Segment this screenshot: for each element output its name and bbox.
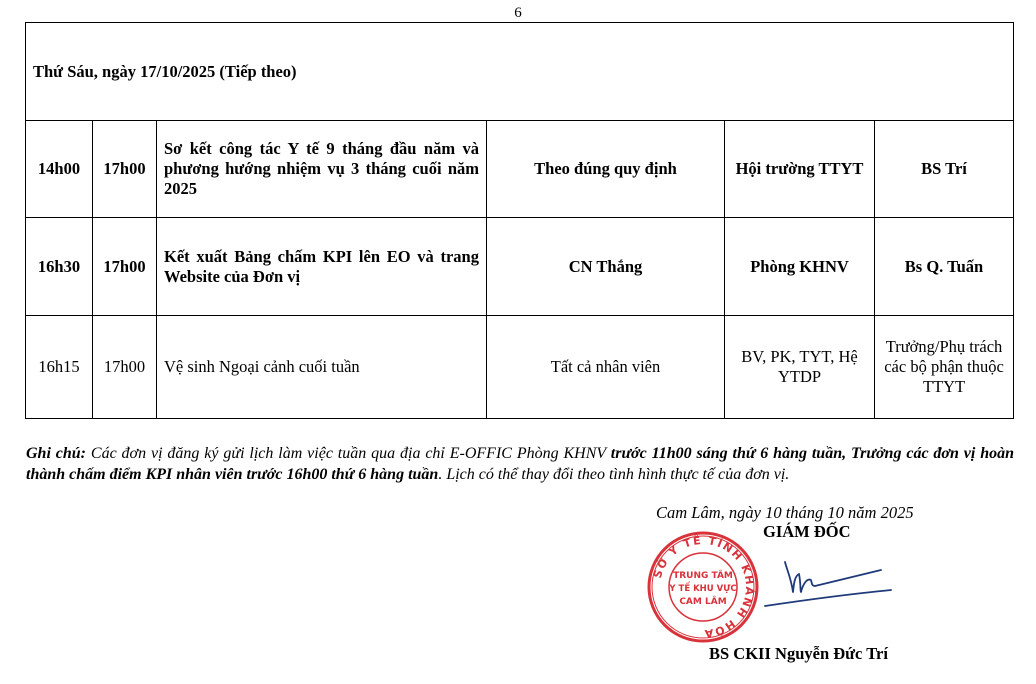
note-text-2: . Lịch có thể thay đổi theo tình hình thực tế của đơn vị.: [438, 466, 790, 483]
page-number: 6: [514, 5, 522, 21]
table-row: [26, 121, 1014, 218]
seal-line-1: TRUNG TÂM: [673, 571, 733, 581]
participants: Theo đúng quy định: [487, 121, 725, 218]
note-text-1: Các đơn vị đăng ký gửi lịch làm việc tuần qua địa chỉ E-OFFIC Phòng KHNV: [86, 445, 611, 462]
day-header: Thứ Sáu, ngày 17/10/2025 (Tiếp theo): [26, 23, 1014, 121]
event-content: Sơ kết công tác Y tế 9 tháng đầu năm và phương hướng nhiệm vụ 3 tháng cuối năm 2025: [157, 121, 487, 218]
seal-ring-text: SỞ Y TẾ TỈNH KHÁNH HÒA: [650, 533, 757, 641]
note-label: Ghi chú:: [26, 445, 87, 462]
schedule-table: [25, 22, 1014, 419]
location: BV, PK, TYT, Hệ YTDP: [725, 316, 875, 419]
event-content: Vệ sinh Ngoại cảnh cuối tuần: [157, 316, 487, 419]
table-row: [26, 218, 1014, 316]
seal-line-3: CAM LÂM: [679, 597, 727, 607]
location: Phòng KHNV: [725, 218, 875, 316]
participants: CN Thắng: [487, 218, 725, 316]
director-title: GIÁM ĐỐC: [763, 522, 851, 541]
end-time: 17h00: [93, 218, 157, 316]
event-content: Kết xuất Bảng chấm KPI lên EO và trang Website của Đơn vị: [157, 218, 487, 316]
place-date: Cam Lâm, ngày 10 tháng 10 năm 2025: [656, 503, 914, 522]
start-time: 16h15: [26, 316, 93, 419]
end-time: 17h00: [93, 316, 157, 419]
start-time: 14h00: [26, 121, 93, 218]
day-header-row: [26, 23, 1014, 121]
lead: BS Trí: [875, 121, 1014, 218]
signer-name: BS CKII Nguyễn Đức Trí: [709, 644, 888, 663]
note-paragraph: [26, 443, 1014, 485]
handwritten-signature-icon: [755, 548, 895, 618]
lead: Trưởng/Phụ trách các bộ phận thuộc TTYT: [875, 316, 1014, 419]
location: Hội trường TTYT: [725, 121, 875, 218]
participants: Tất cả nhân viên: [487, 316, 725, 419]
table-row: [26, 316, 1014, 419]
end-time: 17h00: [93, 121, 157, 218]
start-time: 16h30: [26, 218, 93, 316]
seal-line-2: Y TẾ KHU VỰC: [669, 584, 737, 594]
official-seal-icon: [646, 530, 760, 644]
lead: Bs Q. Tuấn: [875, 218, 1014, 316]
note-deadline: trước 11h00 sáng thứ 6 hàng tuần, Trưởng các đơn vị hoàn thành chấm điểm KPI nhân viên trước 16h00 thứ 6 hàng tuần: [26, 445, 1015, 483]
